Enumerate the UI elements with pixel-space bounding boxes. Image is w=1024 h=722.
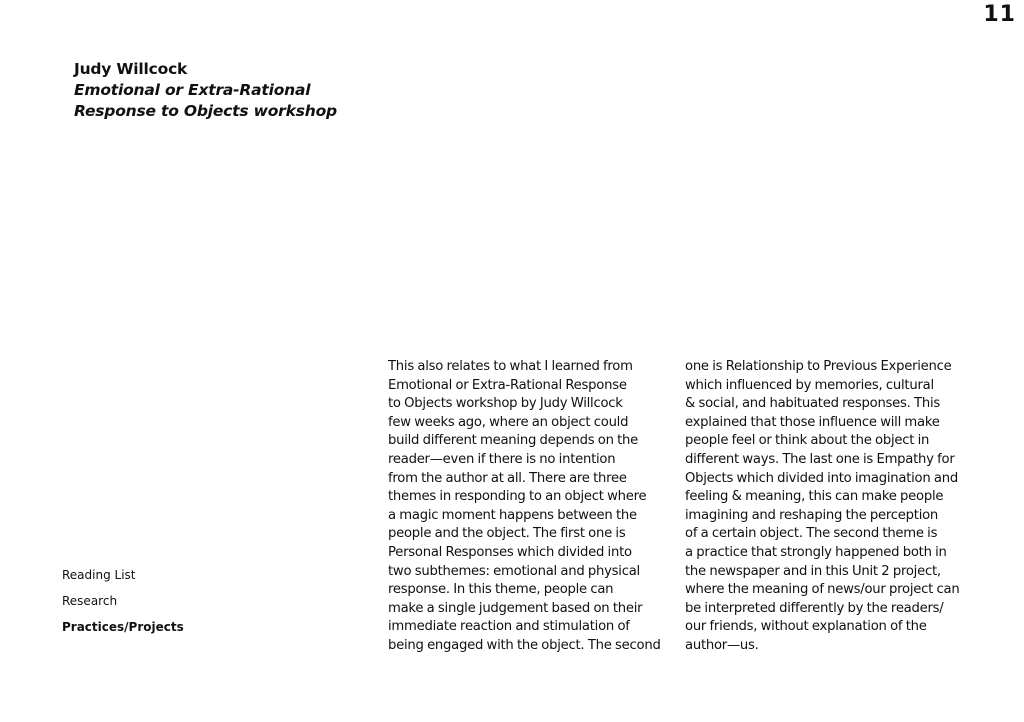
body-text-line: Objects which divided into imagination and — [685, 470, 958, 486]
body-text-line: two subthemes: emotional and physical — [388, 563, 640, 579]
body-text-line: imagining and reshaping the perception — [685, 507, 939, 523]
body-text-line: Personal Responses which divided into — [388, 544, 632, 560]
body-text-line: where the meaning of news/our project can — [685, 582, 960, 598]
body-text-line: which influenced by memories, cultural — [685, 377, 934, 393]
body-text-line: of a certain object. The second theme is — [685, 526, 938, 542]
body-text-line: people feel or think about the object in — [685, 433, 930, 449]
body-text-right-column — [685, 358, 975, 656]
body-text-line: This also relates to what I learned from — [388, 359, 633, 374]
body-text-line: the newspaper and in this Unit 2 project, — [685, 563, 941, 579]
workshop-title-line-1: Emotional or Extra-Rational — [74, 81, 311, 99]
body-text-line: be interpreted differently by the readers/ — [685, 600, 944, 616]
body-text-line: reader—even if there is no intention — [388, 451, 616, 467]
body-text-line: feeling & meaning, this can make people — [685, 489, 944, 505]
body-text-line: to Objects workshop by Judy Willcock — [388, 396, 623, 412]
nav-item-research[interactable]: Research — [62, 594, 118, 608]
body-text-left-column — [388, 358, 668, 656]
body-text-line: a magic moment happens between the — [388, 507, 637, 523]
body-text-line: few weeks ago, where an object could — [388, 414, 629, 430]
body-text-line: being engaged with the object. The second — [388, 637, 661, 653]
body-text-line: immediate reaction and stimulation of — [388, 619, 630, 635]
page-number: 11 — [983, 2, 1016, 27]
workshop-title-line-2: Response to Objects workshop — [74, 102, 337, 120]
nav-item-practices-projects[interactable]: Practices/Projects — [62, 620, 184, 634]
body-text-line: response. In this theme, people can — [388, 582, 614, 598]
body-text-line: people and the object. The first one is — [388, 526, 626, 542]
body-text-line: from the author at all. There are three — [388, 470, 627, 486]
body-text-line: build different meaning depends on the — [388, 433, 639, 449]
page-header — [74, 59, 374, 122]
body-text-line: Emotional or Extra-Rational Response — [388, 377, 627, 393]
nav-item-reading-list[interactable]: Reading List — [62, 568, 136, 582]
body-text-line: author—us. — [685, 637, 759, 653]
body-text-line: & social, and habituated responses. This — [685, 396, 940, 412]
author-name: Judy Willcock — [74, 60, 188, 78]
section-nav — [62, 568, 262, 646]
body-text-line: make a single judgement based on their — [388, 600, 643, 616]
body-text-line: one is Relationship to Previous Experience — [685, 359, 952, 374]
body-text-line: themes in responding to an object where — [388, 489, 647, 505]
body-text-line: explained that those influence will make — [685, 414, 940, 430]
body-text-line: a practice that strongly happened both in — [685, 544, 947, 560]
body-text-line: different ways. The last one is Empathy for — [685, 451, 955, 467]
body-text-line: our friends, without explanation of the — [685, 619, 927, 635]
